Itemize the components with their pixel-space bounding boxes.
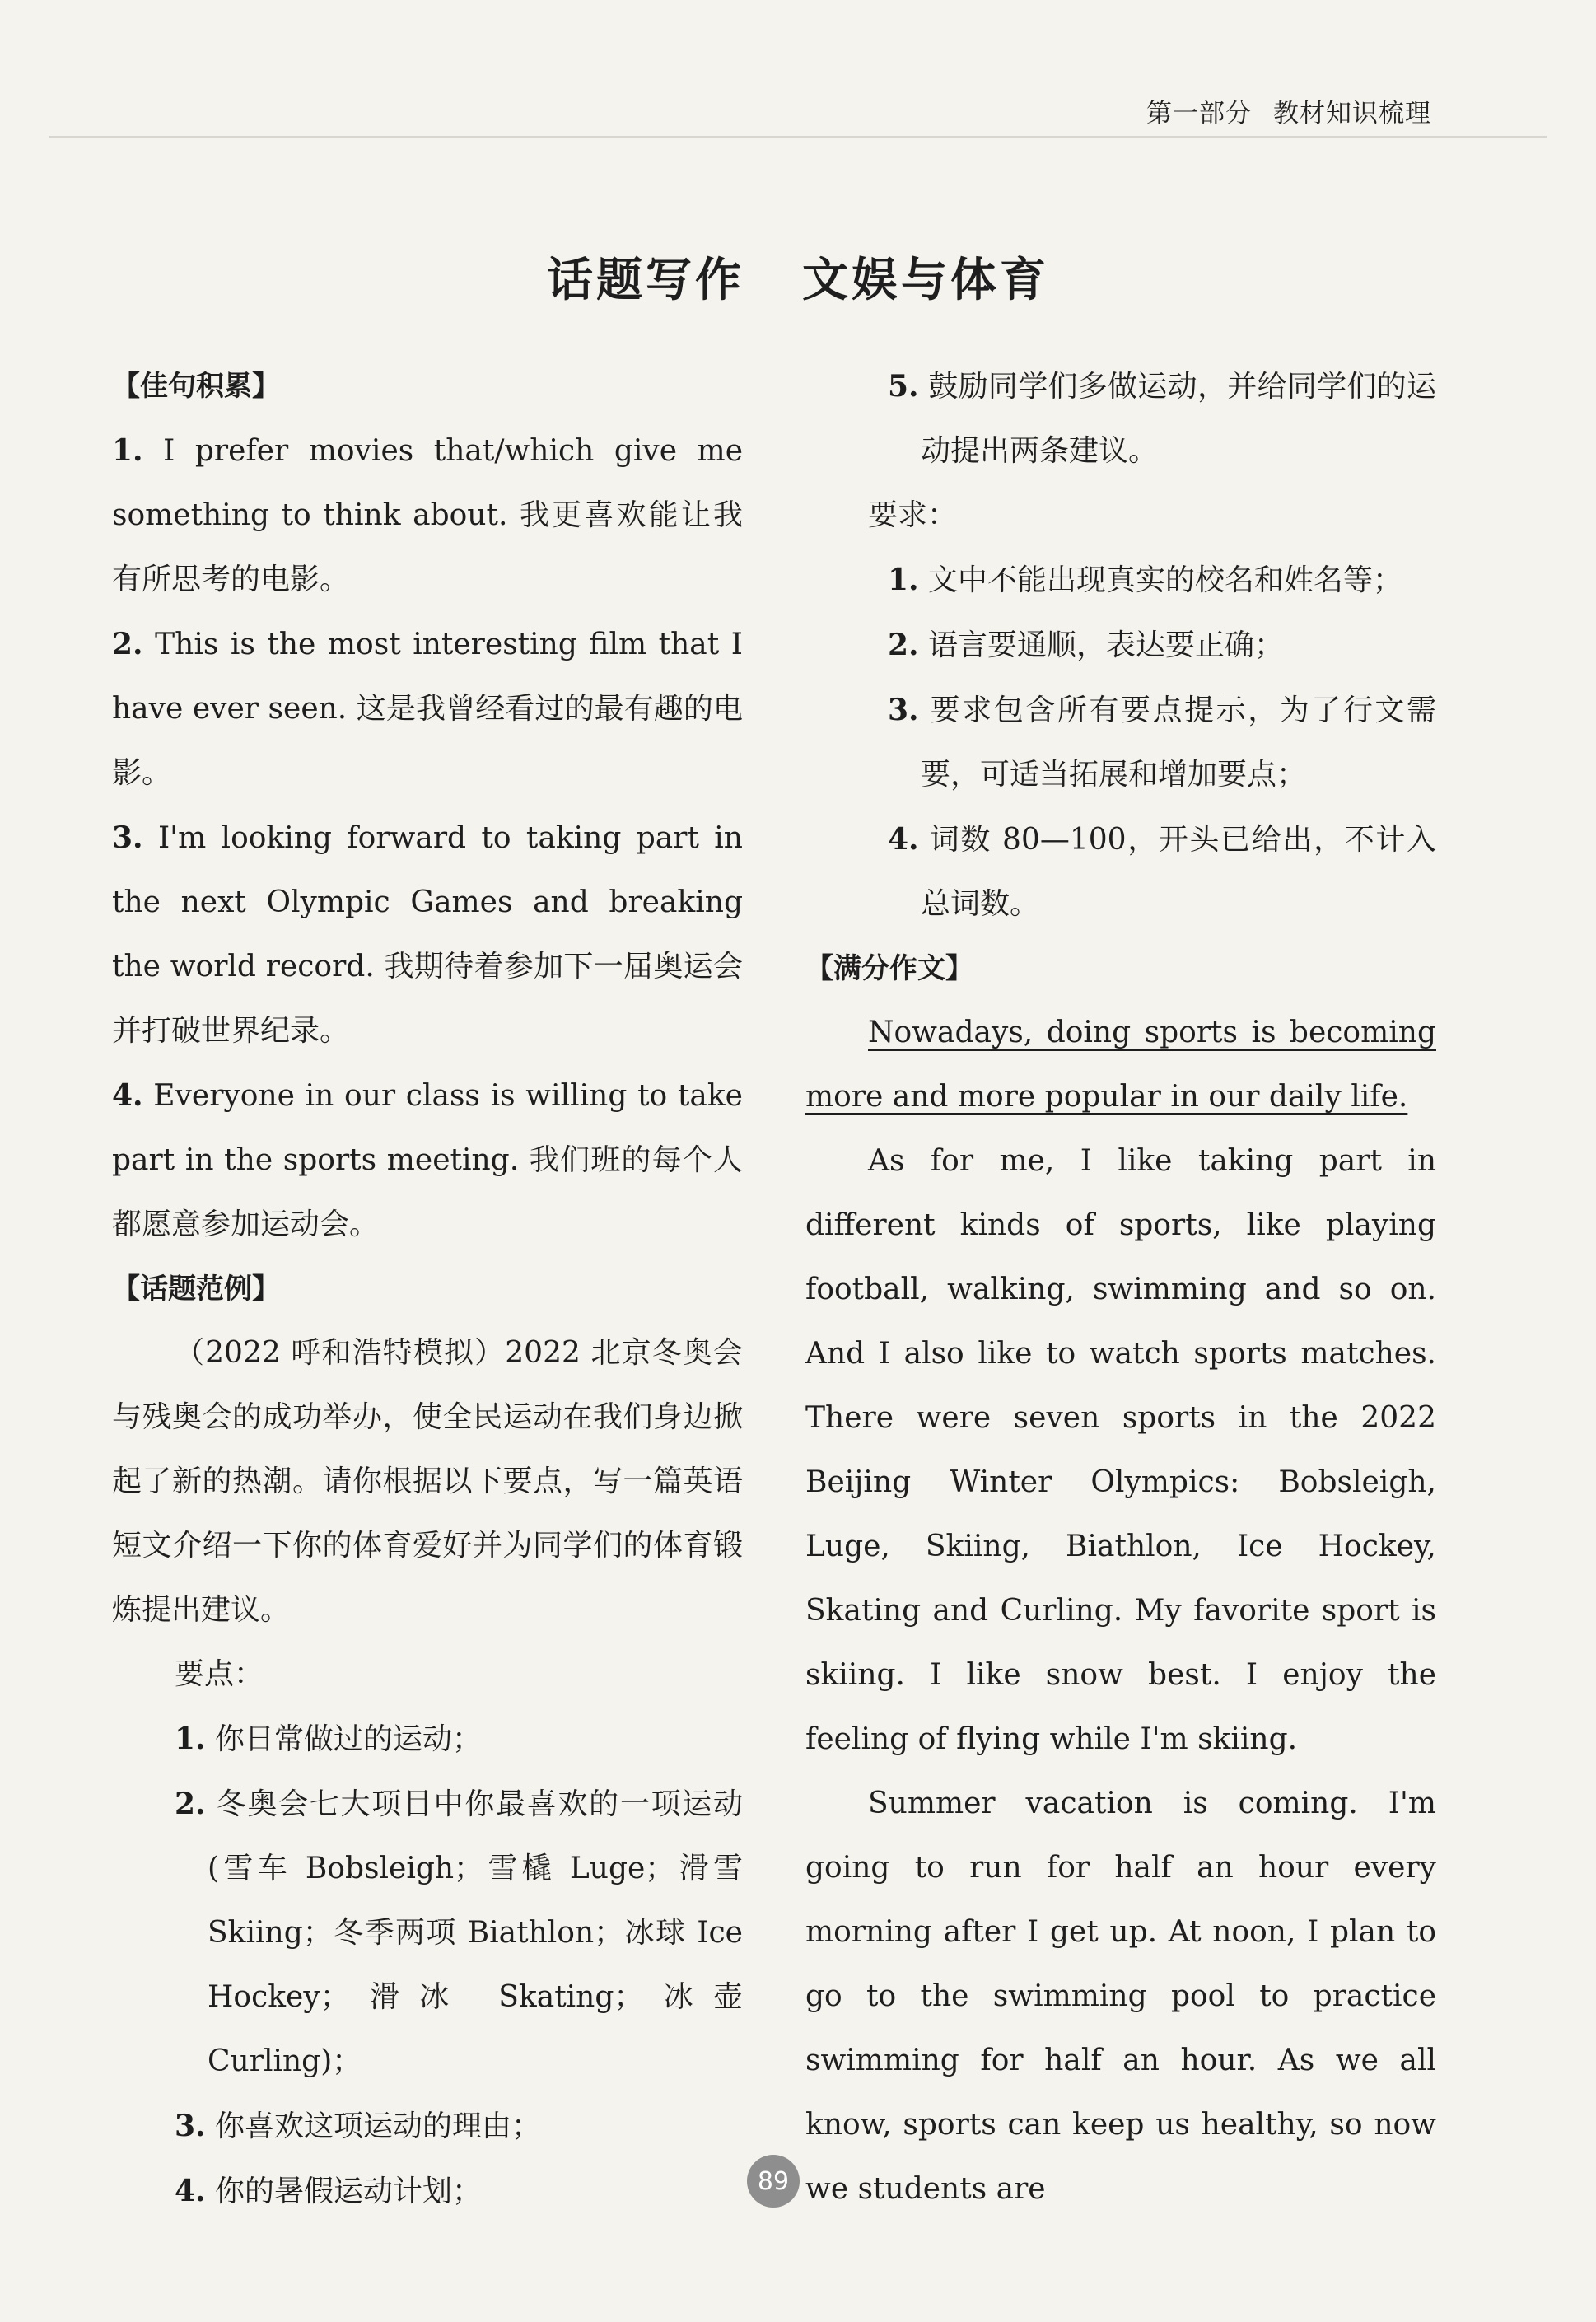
header-section: 教材知识梳理	[1273, 99, 1431, 128]
requirements-label: 要求：	[868, 498, 958, 532]
point-number: 4.	[175, 2174, 206, 2208]
sentence-1	[112, 418, 743, 612]
points-label: 要点：	[175, 1657, 264, 1691]
left-column	[112, 354, 743, 2224]
point-2	[112, 1772, 743, 2094]
point-text: 你的暑假运动计划；	[215, 2175, 483, 2208]
requirement-number: 3.	[888, 693, 919, 727]
point-4	[112, 2159, 743, 2224]
running-header	[1146, 92, 1431, 129]
sentence-number: 1.	[112, 433, 143, 468]
requirement-text: 要求包含所有要点提示，为了行文需要，可适当拓展和增加要点；	[921, 694, 1436, 792]
section-heading-model-essay: 【满分作文】	[805, 952, 973, 985]
point-number: 5.	[888, 369, 919, 404]
point-text: 冬奥会七大项目中你最喜欢的一项运动(雪车 Bobsleigh；雪橇 Luge；滑雪 Skiing；冬季两项 Biathlon；冰球 Ice Hockey；滑冰 Skating；冰壶 Curling)；	[208, 1787, 743, 2078]
sentence-number: 4.	[112, 1078, 143, 1113]
essay-opening-text: Nowadays, doing sports is becoming more and more popular in our daily life.	[805, 1016, 1436, 1114]
requirement-2	[805, 613, 1436, 678]
point-5	[805, 354, 1436, 484]
sentence-4	[112, 1063, 743, 1257]
point-number: 1.	[175, 1722, 206, 1756]
page-number: 89	[747, 2155, 800, 2208]
essay-paragraph-2: Summer vacation is coming. I'm going to run for half an hour every morning after I get up. At noon, I plan to go to the swimming pool to practice swimming for half an hour. As we all know, sports can keep us healthy, so now we students are	[805, 1787, 1436, 2206]
sentence-2	[112, 612, 743, 806]
point-text: 你喜欢这项运动的理由；	[215, 2109, 542, 2143]
requirement-3	[805, 678, 1436, 807]
sentence-text: This is the most interesting film that I have ever seen. 这是我曾经看过的最有趣的电影。	[112, 628, 743, 790]
writing-prompt: （2022 呼和浩特模拟）2022 北京冬奥会与残奥会的成功举办，使全民运动在我们身边掀起了新的热潮。请你根据以下要点，写一篇英语短文介绍一下你的体育爱好并为同学们的体育锻炼提出建议。	[112, 1336, 743, 1627]
sentence-text: Everyone in our class is willing to take part in the sports meeting. 我们班的每个人都愿意参加运动会。	[112, 1079, 743, 1241]
requirement-1	[805, 548, 1436, 613]
requirement-text: 语言要通顺，表达要正确；	[928, 628, 1285, 662]
sentence-3	[112, 806, 743, 1063]
requirement-number: 1.	[888, 563, 919, 597]
requirement-4	[805, 807, 1436, 937]
right-column	[805, 354, 1436, 2222]
sentence-text: I'm looking forward to taking part in the next Olympic Games and breaking the world record. 我期待着参加下一届奥运会并打破世界纪录。	[112, 821, 743, 1048]
header-part: 第一部分	[1146, 99, 1252, 128]
point-text: 鼓励同学们多做运动，并给同学们的运动提出两条建议。	[921, 370, 1436, 468]
sentence-number: 2.	[112, 627, 143, 661]
requirement-number: 4.	[888, 822, 919, 857]
requirement-text: 文中不能出现真实的校名和姓名等；	[928, 563, 1403, 597]
section-heading-sentences: 【佳句积累】	[112, 370, 280, 403]
requirement-text: 词数 80—100，开头已给出，不计入总词数。	[921, 823, 1436, 921]
point-text: 你日常做过的运动；	[215, 1722, 483, 1756]
essay-opening	[805, 1001, 1436, 1129]
point-number: 3.	[175, 2109, 206, 2143]
page-title	[0, 244, 1596, 310]
essay-paragraph-1: As for me, I like taking part in different kinds of sports, like playing football, walking, swimming and so on. And I also like to watch sports matches. There were seven sports in the 2022 Beijing Winter Olympics: Bobsleigh, Luge, Skiing, Biathlon, Ice Hockey, Skating and Curling. My favorite sport is skiing. I like snow best. I enjoy the feeling of flying while I'm skiing.	[805, 1144, 1436, 1756]
sentence-text: I prefer movies that/which give me something to think about. 我更喜欢能让我有所思考的电影。	[112, 434, 743, 596]
title-main: 话题写作	[547, 254, 744, 307]
sentence-number: 3.	[112, 820, 143, 855]
section-heading-example: 【话题范例】	[112, 1273, 280, 1306]
requirement-number: 2.	[888, 628, 919, 662]
header-divider	[49, 136, 1547, 138]
point-1	[112, 1707, 743, 1772]
point-number: 2.	[175, 1787, 206, 1821]
title-sub: 文娱与体育	[802, 254, 1049, 307]
point-3	[112, 2094, 743, 2159]
